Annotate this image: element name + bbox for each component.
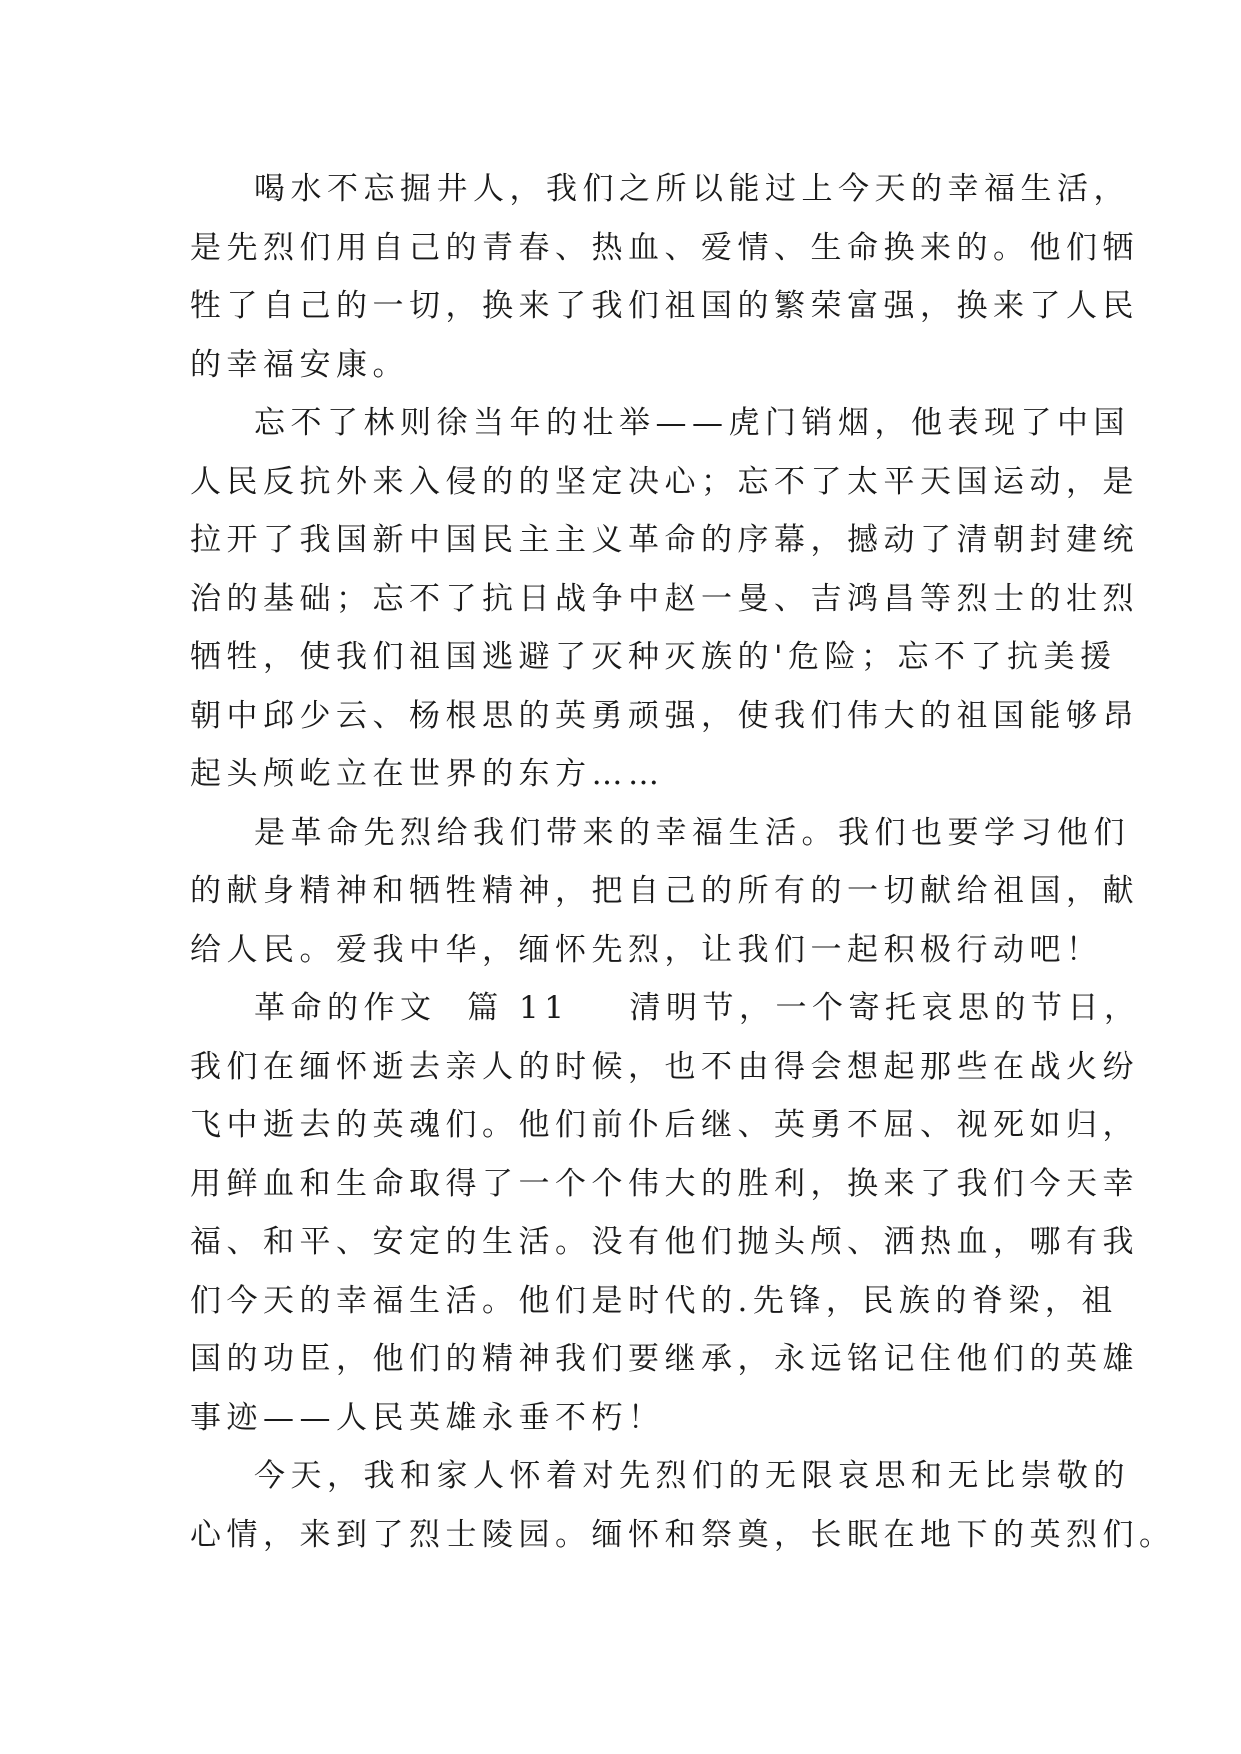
paragraph-line: 事迹——人民英雄永垂不朽！ [190, 1399, 665, 1436]
paragraph-line: 是先烈们用自己的青春、热血、爱情、生命换来的。他们牺 [190, 229, 1139, 266]
paragraph-line-with-heading [190, 979, 1141, 1038]
paragraph-line: 拉开了我国新中国民主主义革命的序幕，撼动了清朝封建统 [190, 522, 1139, 558]
paragraph-line: 人民反抗外来入侵的的坚定决心；忘不了太平天国运动，是 [190, 463, 1139, 500]
paragraph-line: 牲了自己的一切，换来了我们祖国的繁荣富强，换来了人民 [190, 288, 1139, 324]
paragraph-line: 是革命先烈给我们带来的幸福生活。我们也要学习他们 [254, 814, 1130, 851]
paragraph-1 [190, 160, 1139, 394]
paragraph-line: 治的基础；忘不了抗日战争中赵一曼、吉鸿昌等烈士的壮烈 [190, 580, 1139, 617]
document-body [190, 160, 1176, 1564]
paragraph-line: 的幸福安康。 [190, 346, 409, 383]
paragraph-5 [190, 1447, 1176, 1564]
paragraph-line: 朝中邱少云、杨根思的英勇顽强，使我们伟大的祖国能够昂 [190, 697, 1139, 734]
paragraph-4 [190, 979, 1141, 1447]
paragraph-line: 们今天的幸福生活。他们是时代的.先锋，民族的脊梁，祖 [190, 1282, 1118, 1319]
paragraph-line: 飞中逝去的英魂们。他们前仆后继、英勇不屈、视死如归， [190, 1107, 1139, 1143]
paragraph-line: 喝水不忘掘井人，我们之所以能过上今天的幸福生活， [254, 171, 1130, 207]
paragraph-line: 福、和平、安定的生活。没有他们抛头颅、洒热血，哪有我 [190, 1224, 1139, 1260]
paragraph-line: 用鲜血和生命取得了一个个伟大的胜利，换来了我们今天幸 [190, 1165, 1139, 1202]
paragraph-line: 清明节，一个寄托哀思的节日， [629, 990, 1141, 1026]
paragraph-line: 牺牲，使我们祖国逃避了灭种灭族的'危险；忘不了抗美援 [190, 639, 1117, 675]
paragraph-3 [190, 804, 1139, 980]
paragraph-line: 的献身精神和牺牲精神，把自己的所有的一切献给祖国，献 [190, 873, 1139, 909]
paragraph-line: 心情，来到了烈士陵园。缅怀和祭奠，长眠在地下的英烈们。 [190, 1516, 1176, 1553]
paragraph-line: 国的功臣，他们的精神我们要继承，永远铭记住他们的英雄 [190, 1341, 1139, 1377]
paragraph-line: 我们在缅怀逝去亲人的时候，也不由得会想起那些在战火纷 [190, 1048, 1139, 1085]
paragraph-line: 今天，我和家人怀着对先烈们的无限哀思和无比崇敬的 [254, 1458, 1130, 1494]
paragraph-line: 忘不了林则徐当年的壮举——虎门销烟，他表现了中国 [254, 405, 1130, 441]
paragraph-line: 起头颅屹立在世界的东方…… [190, 756, 665, 792]
paragraph-2 [190, 394, 1139, 804]
section-heading: 革命的作文 篇 11 [254, 990, 570, 1026]
paragraph-line: 给人民。爱我中华，缅怀先烈，让我们一起积极行动吧！ [190, 931, 1103, 968]
